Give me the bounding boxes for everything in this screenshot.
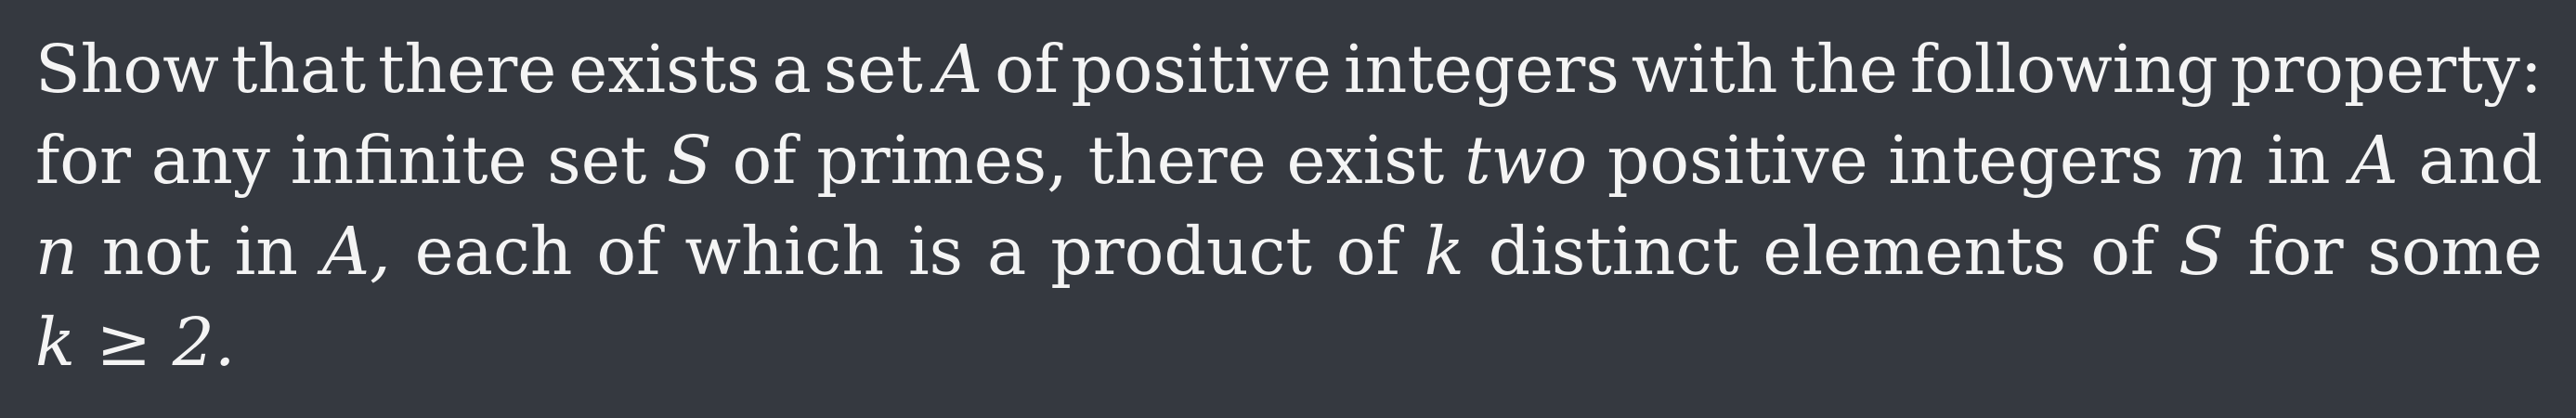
word: of	[995, 31, 1060, 108]
word: Show	[35, 31, 219, 108]
math-variable-m: m	[2184, 122, 2247, 199]
math-variable-A: A	[2350, 122, 2399, 199]
word: with	[1631, 31, 1778, 108]
word: property:	[2230, 31, 2543, 108]
word: which	[684, 213, 885, 290]
word: a	[772, 31, 812, 108]
word: and	[2418, 122, 2543, 199]
word: there	[378, 31, 557, 108]
word: in	[234, 213, 298, 290]
word: some	[2367, 213, 2543, 290]
word: integers	[1888, 122, 2165, 199]
problem-line-4	[35, 297, 2543, 388]
word: of	[732, 122, 797, 199]
problem-line-2	[35, 115, 2543, 206]
word: not	[101, 213, 211, 290]
word: the	[1789, 31, 1898, 108]
word: that	[230, 31, 367, 108]
math-expression-k-ge-2: k ≥ 2.	[35, 304, 236, 381]
math-variable-A: A,	[321, 213, 391, 290]
word: set	[823, 31, 923, 108]
word: a	[987, 213, 1027, 290]
word: for	[2247, 213, 2344, 290]
word: is	[907, 213, 964, 290]
emphasis-two: two	[1464, 122, 1588, 199]
word: primes,	[816, 122, 1068, 199]
word: there	[1087, 122, 1267, 199]
word: for	[35, 122, 131, 199]
word: set	[547, 122, 647, 199]
word: of	[2090, 213, 2155, 290]
word: any	[150, 122, 270, 199]
problem-statement	[35, 24, 2543, 388]
word: of	[1335, 213, 1400, 290]
word: elements	[1763, 213, 2067, 290]
word: exists	[568, 31, 761, 108]
math-variable-S: S	[2179, 213, 2224, 290]
word: positive	[1071, 31, 1332, 108]
problem-line-3	[35, 206, 2543, 297]
math-variable-n: n	[35, 213, 78, 290]
word: infinite	[290, 122, 527, 199]
word: following	[1909, 31, 2218, 108]
problem-line-1	[35, 24, 2543, 115]
word: positive	[1607, 122, 1868, 199]
word: in	[2267, 122, 2331, 199]
math-variable-k: k	[1424, 213, 1464, 290]
math-variable-S: S	[667, 122, 712, 199]
word: distinct	[1488, 213, 1739, 290]
word: integers	[1343, 31, 1620, 108]
word: each	[414, 213, 573, 290]
word: product	[1050, 213, 1312, 290]
word: exist	[1286, 122, 1445, 199]
word: of	[596, 213, 661, 290]
math-variable-A: A	[934, 31, 983, 108]
